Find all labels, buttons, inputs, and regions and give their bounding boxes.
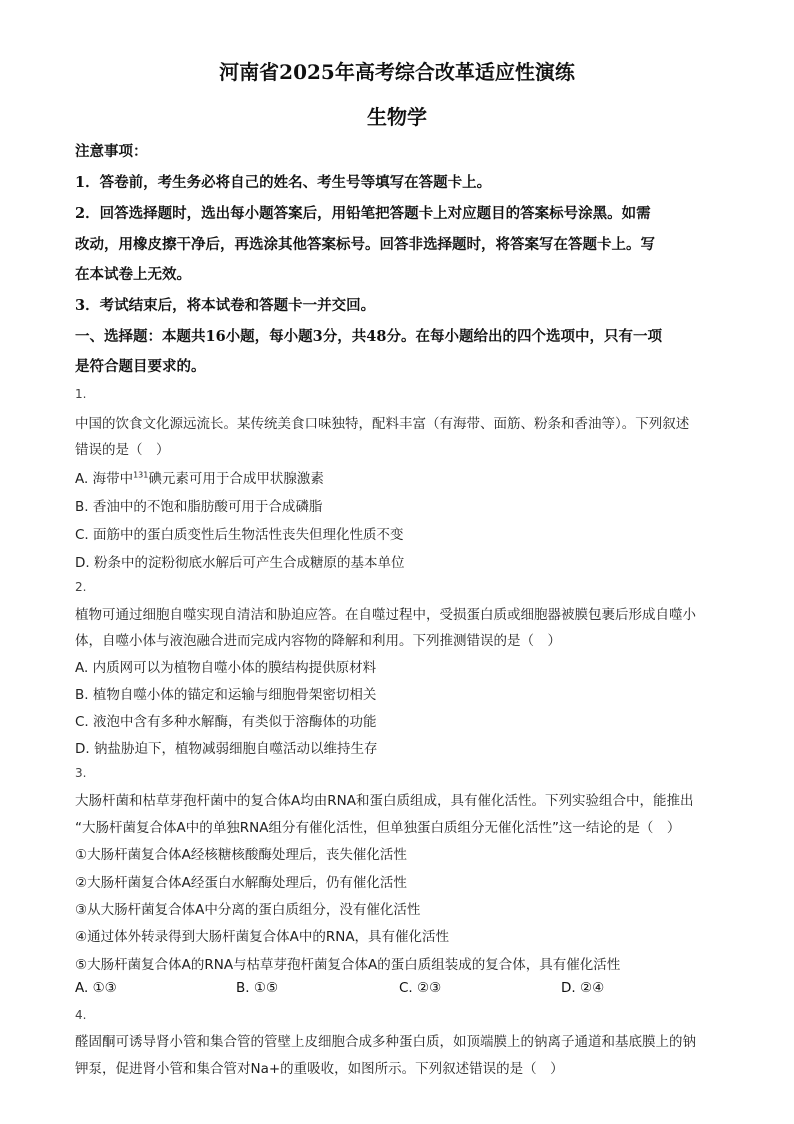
question-3-statement-3: ③从大肠杆菌复合体A中分离的蛋白质组分，没有催化活性 [75,902,421,918]
question-2-option-d: D. 钠盐胁迫下，植物减弱细胞自噬活动以维持生存 [75,741,378,757]
notice-heading: 注意事项： [75,143,148,160]
question-4-number: 4. [75,1008,87,1022]
question-1-stem-line-2: 错误的是（ ） [75,442,170,458]
notice-item-1: 1．答卷前，考生务必将自己的姓名、考生号等填写在答题卡上。 [75,174,492,191]
subject-title: 生物学 [367,105,427,129]
question-3-statement-5: ⑤大肠杆菌复合体A的RNA与枯草芽孢杆菌复合体A的蛋白质组装成的复合体，具有催化活性 [75,957,621,973]
question-2-number: 2. [75,580,87,594]
question-1-option-d: D. 粉条中的淀粉彻底水解后可产生合成糖原的基本单位 [75,555,405,571]
question-2-option-b: B. 植物自噬小体的锚定和运输与细胞骨架密切相关 [75,687,377,703]
question-2-stem-line-1: 植物可通过细胞自噬实现自清洁和胁迫应答。在自噬过程中，受损蛋白质或细胞器被膜包裹后形成自噬小 [75,607,696,623]
question-3-option-b: B. ①⑤ [236,980,279,996]
question-1-option-a: A. 海带中$^{131}$碘元素可用于合成甲状腺激素 [75,470,324,487]
question-1-stem-line-1: 中国的饮食文化源远流长。某传统美食口味独特，配料丰富（有海带、面筋、粉条和香油等）。下列叙述 [75,416,690,432]
question-3-statement-4: ④通过体外转录得到大肠杆菌复合体A中的RNA，具有催化活性 [75,929,450,945]
question-3-option-c: C. ②③ [399,980,442,996]
question-3-option-a: A. ①③ [75,980,117,996]
question-4-stem-line-2: 钾泵，促进肾小管和集合管对Na+的重吸收，如图所示。下列叙述错误的是（ ） [75,1061,564,1077]
exam-title: 河南省2025年高考综合改革适应性演练 [219,60,575,84]
notice-item-2-line-2: 改动，用橡皮擦干净后，再选涂其他答案标号。回答非选择题时，将答案写在答题卡上。写 [75,236,655,253]
notice-item-2-line-1: 2．回答选择题时，选出每小题答案后，用铅笔把答题卡上对应题目的答案标号涂黑。如需 [75,205,651,222]
question-2-option-a: A. 内质网可以为植物自噬小体的膜结构提供原材料 [75,660,377,676]
question-3-number: 3. [75,766,87,780]
question-4-stem-line-1: 醛固酮可诱导肾小管和集合管的管壁上皮细胞合成多种蛋白质，如顶端膜上的钠离子通道和基底膜上的钠 [75,1034,696,1050]
question-3-stem-line-2: “大肠杆菌复合体A中的单独RNA组分有催化活性，但单独蛋白质组分无催化活性”这一结论的是（ ） [75,820,681,836]
question-1-option-b: B. 香油中的不饱和脂肪酸可用于合成磷脂 [75,499,323,515]
question-3-statement-1: ①大肠杆菌复合体A经核糖核酸酶处理后，丧失催化活性 [75,847,407,863]
question-3-statement-2: ②大肠杆菌复合体A经蛋白水解酶处理后，仍有催化活性 [75,875,407,891]
question-3-stem-line-1: 大肠杆菌和枯草芽孢杆菌中的复合体A均由RNA和蛋白质组成，具有催化活性。下列实验组合中，能推出 [75,793,694,809]
notice-item-2-line-3: 在本试卷上无效。 [75,266,191,283]
isotope-superscript: 131 [133,470,149,480]
question-1-number: 1. [75,387,87,401]
section-heading-line-2: 是符合题目要求的。 [75,358,206,375]
section-heading-line-1: 一、选择题：本题共16小题，每小题3分，共48分。在每小题给出的四个选项中，只有一项 [75,328,662,345]
question-2-option-c: C. 液泡中含有多种水解酶，有类似于溶酶体的功能 [75,714,377,730]
question-1-option-c: C. 面筋中的蛋白质变性后生物活性丧失但理化性质不变 [75,527,404,543]
question-3-option-d: D. ②④ [561,980,605,996]
question-2-stem-line-2: 体，自噬小体与液泡融合进而完成内容物的降解和利用。下列推测错误的是（ ） [75,633,561,649]
notice-item-3: 3．考试结束后，将本试卷和答题卡一并交回。 [75,297,376,314]
